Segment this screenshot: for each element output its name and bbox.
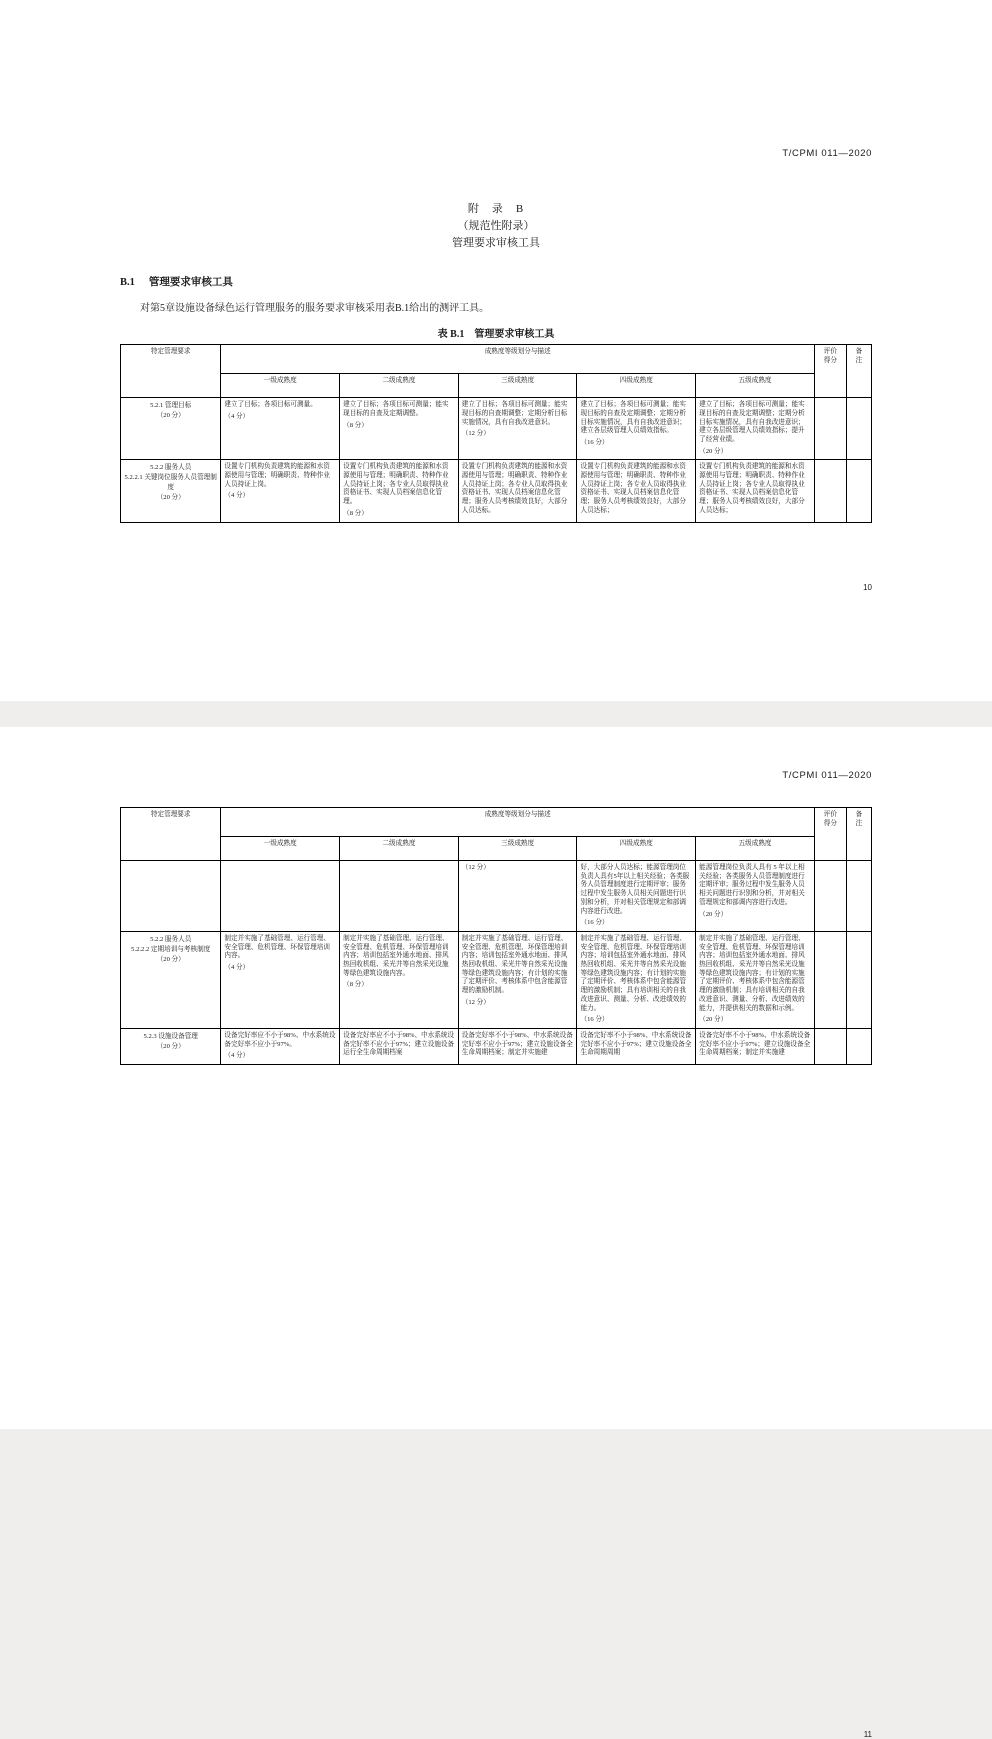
document-page-1 [0,0,992,701]
header-level-4: 四级成熟度 [577,374,696,398]
row-level-4 [577,861,696,932]
requirement-points: （20 分） [156,955,185,963]
level-points: （8 分） [343,421,368,429]
level-points: （4 分） [224,1052,250,1060]
table-caption: 表 B.1 管理要求审核工具 [437,329,555,341]
level-points: （16 分） [580,919,609,927]
row-requirement [121,398,221,460]
document-page-2 [0,727,992,1739]
row-score[interactable] [814,460,846,522]
table-row [121,460,872,522]
row-level-2 [340,1028,459,1064]
level-text: 设置专门机构负责建筑的能源和水资源使用与管理；明确职责、特种作业人员持证上岗；各专业人员取得执业资格证书、实现人员档案信息化管理；服务人员考核绩效良好，大部分人员达标； [580,463,686,514]
page-header-code: T/CPMI 011—2020 [782,148,872,159]
row-note[interactable] [846,861,871,932]
appendix-title [120,201,872,252]
row-level-2 [340,931,459,1028]
header-score: 评价 得分 [814,808,846,861]
row-level-4 [577,398,696,460]
requirement-audit-table-page2 [120,807,872,1065]
level-text: 制定并实施了基础管理、运行管理、安全管理、危机管理、环保管理培训内容；培训包括室外通水地面、排风热回收机组、采光井等自然采光设施等绿色建筑设施内容。 [343,934,449,977]
level-text: 设备完好率应不小于98%、中水系统设备完好率不应小于97%。 [224,1031,336,1048]
level-points: （4 分） [224,492,250,500]
level-text: 建立了目标；各项目标可测量；能实现目标的自查及定期调整；定期分析目标实施情况，具有自我改进意识；建立各层级管理人员绩效指标。 [580,401,686,435]
row-note[interactable] [846,931,871,1028]
page-number-2: 11 [863,1730,872,1739]
requirement-line: 5.2.3 设施设备管理 [143,1032,198,1040]
row-note[interactable] [846,460,871,522]
row-level-2 [340,861,459,932]
row-score[interactable] [814,1028,846,1064]
row-note[interactable] [846,398,871,460]
header-level-1: 一级成熟度 [221,837,340,861]
requirement-audit-table-page1 [120,344,872,522]
level-points: （12 分） [461,998,490,1006]
header-level-2: 二级成熟度 [340,374,459,398]
table-row [121,861,872,932]
row-level-5 [696,861,815,932]
level-text: 建立了目标；各项目标可测量；能实现目标的自查及定期调整。 [343,401,449,417]
page-header-code-2: T/CPMI 011—2020 [782,770,872,781]
row-level-1 [221,398,340,460]
header-maturity-group: 成熟度等级划分与描述 [221,345,814,374]
row-level-3 [458,861,577,932]
row-level-1 [221,1028,340,1064]
level-points: （4 分） [224,412,250,420]
table-header-row-1 [121,808,872,837]
requirement-line: 5.2.2.2 定期培训与考核制度 [131,945,211,953]
level-text: 制定并实施了基础管理、运行管理、安全管理、危机管理、环保管理培训内容。 [224,934,330,960]
row-level-5 [696,398,815,460]
level-points: （20 分） [699,447,728,455]
level-points: （20 分） [699,1016,728,1024]
table-header-row-2 [121,837,872,861]
header-requirement: 特定管理要求 [121,808,221,861]
header-level-5: 五级成熟度 [696,837,815,861]
row-level-4 [577,1028,696,1064]
level-text: 制定并实施了基础管理、运行管理、安全管理、危机管理、环保管理培训内容；培训包括室外通水地面、排风热回收机组、采光井等自然采光设施等绿色建筑设施内容；有计划的实施了定期评价、考核体系中包含能源管理的激励机制；具有培训相关的自我改进意识、测量、分析、改进绩效的能力。 [580,934,686,1012]
header-level-1: 一级成熟度 [221,374,340,398]
row-requirement [121,460,221,522]
header-level-2: 二级成熟度 [340,837,459,861]
level-text: 好，大部分人员达标；能源管理岗位负责人具有5年以上相关经验；各类服务人员管理制度进行定期评审；服务过程中发生服务人员相关问题进行识别和分析，并对相关管理规定和部调内容进行改进。 [580,864,690,915]
level-points: （12 分） [461,430,490,438]
level-text: 设备完好率应不小于98%、中水系统设备完好率不应小于97%；建立设施设备运行全生命周期档案 [343,1031,455,1057]
level-points: （20 分） [699,910,728,918]
row-level-5 [696,931,815,1028]
row-level-5 [696,1028,815,1064]
appendix-title-line-2: （规范性附录） [457,220,535,233]
level-text: 设置专门机构负责建筑的能源和水资源使用与管理；明确职责、特种作业人员持证上岗；各专业人员取得执业资格证书、实现人员档案信息化管理；服务人员考核绩效良好，大部分人员达标； [699,463,805,514]
row-level-4 [577,460,696,522]
section-heading [120,274,872,289]
level-text: 制定并实施了基础管理、运行管理、安全管理、危机管理、环保管理培训内容；培训包括室外通水地面、排风热回收机组、采光井等自然采光设施等绿色建筑设施内容；有计划的实施了定期评价、考核体系中包含能源管理的激励机制。 [461,934,568,995]
requirement-points: （20 分） [156,494,185,502]
section-title: 管理要求审核工具 [148,277,233,289]
appendix-title-line-3: 管理要求审核工具 [452,237,540,250]
requirement-line: 5.2.2.1 关键岗位服务人员管理制度 [124,474,217,492]
table-row [121,931,872,1028]
level-text: 设备完好率不小于98%、中水系统设备完好率不应小于97%；建立设施设备全生命周期档案；制定并实施建 [461,1031,573,1057]
level-points: （8 分） [343,509,368,517]
row-level-3 [458,398,577,460]
level-text: 设置专门机构负责建筑的能源和水资源使用与管理；明确职责、特种作业人员持证上岗；各专业人员取得执业资格证书、实现人员档案信息化管理。 [343,463,449,506]
row-level-1 [221,861,340,932]
page-number: 10 [863,583,872,592]
requirement-points: （20 分） [156,412,185,420]
row-level-2 [340,398,459,460]
table-row [121,1028,872,1064]
row-requirement [121,861,221,932]
requirement-points: （20 分） [156,1042,185,1050]
level-text: 设置专门机构负责建筑的能源和水资源使用与管理；明确职责、特种作业人员持证上岗；各专业人员取得执业资格证书、实现人员档案信息化管理；服务人员考核绩效良好，大部分人员达标。 [461,463,568,514]
level-text: （12 分） [461,864,490,871]
row-level-4 [577,931,696,1028]
row-requirement [121,1028,221,1064]
level-points: （8 分） [343,981,368,989]
level-text: 设置专门机构负责建筑的能源和水资源使用与管理；明确职责、特种作业人员持证上岗。 [224,463,330,488]
section-paragraph: 对第5章设施设备绿色运行管理服务的服务要求审核采用表B.1给出的测评工具。 [140,303,490,315]
level-points: （16 分） [580,1016,609,1024]
header-level-5: 五级成熟度 [696,374,815,398]
row-requirement [121,931,221,1028]
header-score: 评价 得分 [814,345,846,398]
level-points: （4 分） [224,964,250,972]
level-text: 制定并实施了基础管理、运行管理、安全管理、危机管理、环保管理培训内容；培训包括室外通水地面、排风热回收机组、采光井等自然采光设施等绿色建筑设施内容；有计划的实施了定期评价、考核体系中包含能源管理的激励机制；具有培训相关的自我改进意识、测量、分析、改进绩效的能力，并提供相关的数据和示例。 [699,934,805,1012]
header-level-3: 三级成熟度 [458,374,577,398]
row-score[interactable] [814,931,846,1028]
requirement-line: 5.2.2 服务人员 [150,935,192,943]
page-gap [0,701,992,727]
row-level-1 [221,931,340,1028]
header-level-4: 四级成熟度 [577,837,696,861]
level-text: 建立了目标；各项目标可测量；能实现目标的自查及定期调整；定期分析目标实施情况，具有自我改进意识；建立各层级管理人员绩效指标；提升了经营业绩。 [699,401,805,443]
requirement-line: 5.2.1 管理目标 [150,402,192,410]
level-text: 能源管理岗位负责人具有 5 年以上相关经验；各类服务人员管理制度进行定期评审；服务过程中发生服务人员相关问题进行识别和分析，并对相关管理规定和部调内容进行改进。 [699,864,805,906]
row-score[interactable] [814,398,846,460]
header-note: 备 注 [846,808,871,861]
header-maturity-group: 成熟度等级划分与描述 [221,808,814,837]
section-number: B.1 [120,277,135,289]
row-note[interactable] [846,1028,871,1064]
table-header-row-1 [121,345,872,374]
header-note: 备 注 [846,345,871,398]
level-text: 建立了目标；各项目标可测量；能实现目标的自查期调整；定期分析目标实施情况，具有自我改进意识。 [461,401,568,426]
requirement-line: 5.2.2 服务人员 [150,464,192,472]
row-level-5 [696,460,815,522]
table-row [121,398,872,460]
row-score[interactable] [814,861,846,932]
level-text: 建立了目标；各项目标可测量。 [224,401,317,409]
header-requirement: 特定管理要求 [121,345,221,398]
row-level-3 [458,460,577,522]
appendix-title-line-1: 附 录 B [467,203,525,215]
row-level-1 [221,460,340,522]
table-header-row-2 [121,374,872,398]
row-level-2 [340,460,459,522]
level-text: 设备完好率不小于98%、中水系统设备完好率不应小于97%；建立设施设备全生命周期周期 [580,1031,692,1057]
row-level-3 [458,1028,577,1064]
level-text: 设备完好率不小于98%、中水系统设备完好率不应小于97%；建立设施设备全生命周期档案；制定并实施建 [699,1031,811,1057]
row-level-3 [458,931,577,1028]
level-points: （16 分） [580,438,609,446]
header-level-3: 三级成熟度 [458,837,577,861]
